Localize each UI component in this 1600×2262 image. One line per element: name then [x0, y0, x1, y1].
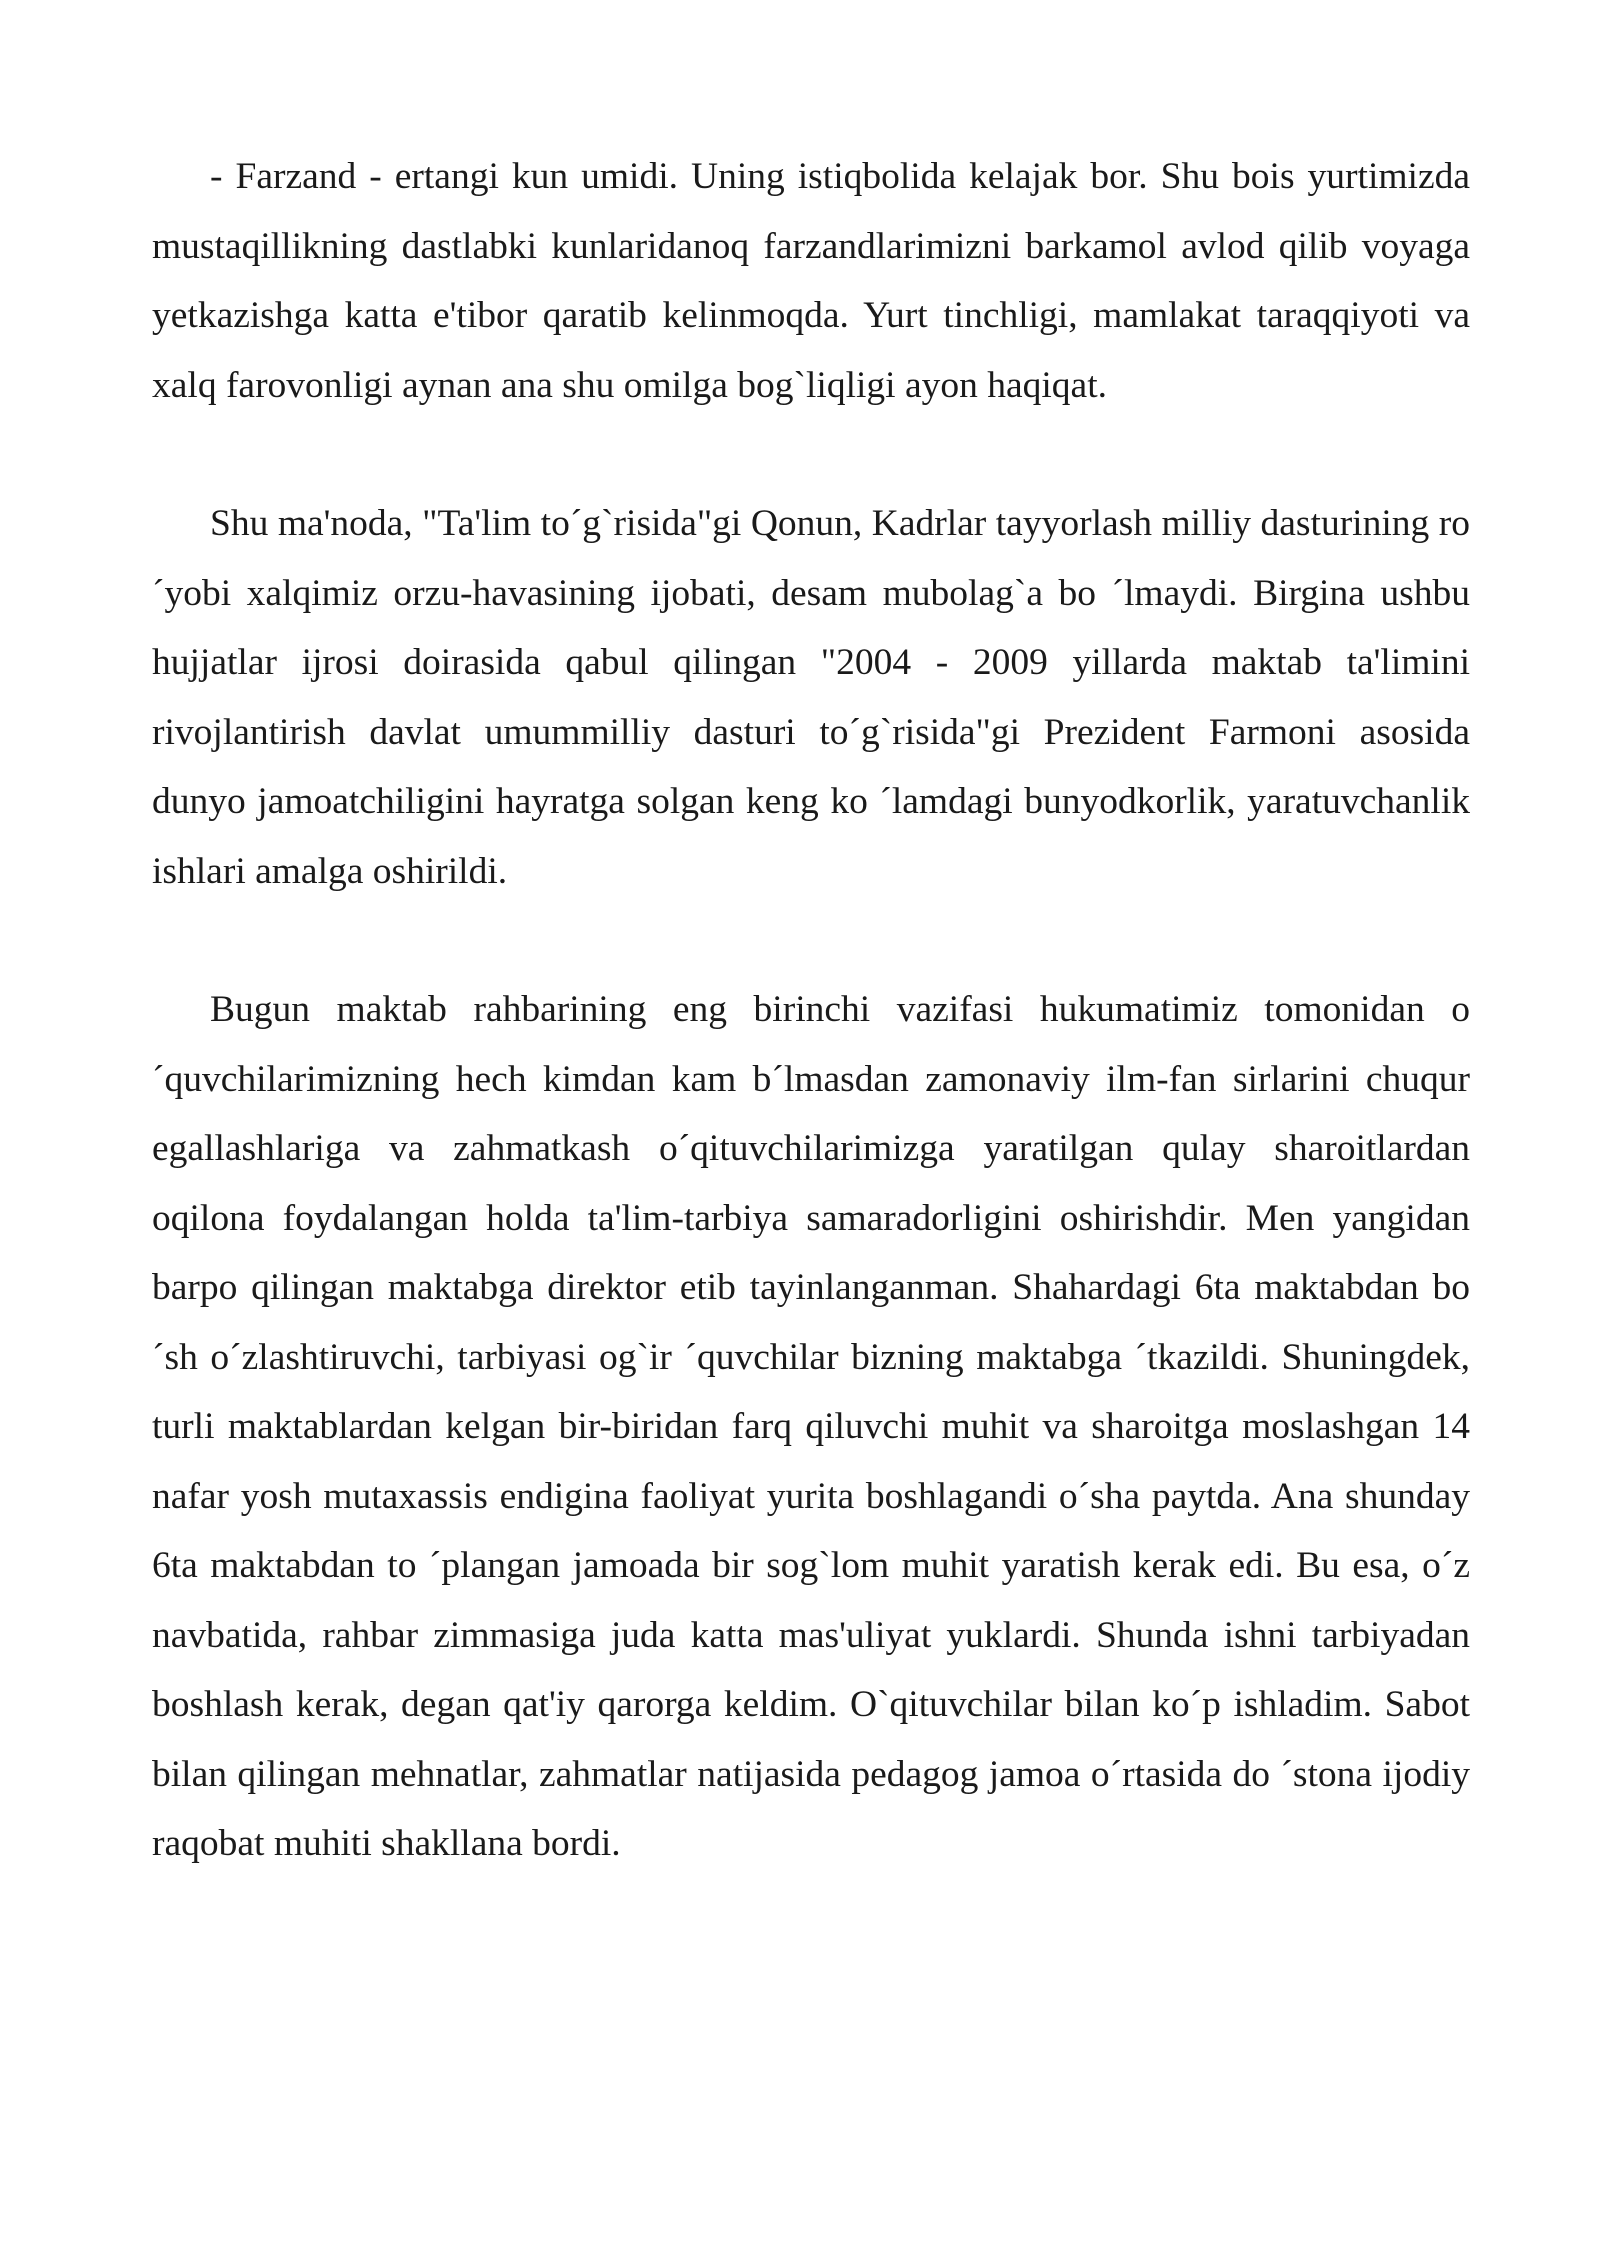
paragraph-3: Bugun maktab rahbarining eng birinchi vazifasi hukumatimiz tomonidan o ´quvchilarimizning hech kimdan kam b´lmasdan zamonaviy ilm-fan sirlarini chuqur egallashlariga va zahmatkash o´qituvchilarimizga yaratilgan qulay sharoitlardan oqilona foydalangan holda ta'lim-tarbiya samaradorligini oshirishdir. Men yangidan barpo qilingan maktabga direktor etib tayinlanganman. Shahardagi 6ta maktabdan bo´sh o´zlashtiruvchi, tarbiyasi og`ir ´quvchilar bizning maktabga ´tkazildi. Shuningdek, turli maktablardan kelgan bir-biridan farq qiluvchi muhit va sharoitga moslashgan 14 nafar yosh mutaxassis endigina faoliyat yurita boshlagandi o´sha paytda. Ana shunday 6ta maktabdan to ´plangan jamoada bir sog`lom muhit yaratish kerak edi. Bu esa, o´z navbatida, rahbar zimmasiga juda katta mas'uliyat yuklardi. Shunda ishni tarbiyadan boshlash kerak, degan qat'iy qarorga keldim. O`qituvchilar bilan ko´p ishladim. Sabot bilan qilingan mehnatlar, zahmatlar natijasida pedagog jamoa o´rtasida do ´stona ijodiy raqobat muhiti shakllana bordi. — [152, 989, 1470, 1864]
paragraph-2: Shu ma'noda, "Ta'lim to´g`risida"gi Qonun, Kadrlar tayyorlash milliy dasturining ro´yobi xalqimiz orzu-havasining ijobati, desam mubolag`a bo ´lmaydi. Birgina ushbu hujjatlar ijrosi doirasida qabul qilingan "2004 - 2009 yillarda maktab ta'limini rivojlantirish davlat umummilliy dasturi to´g`risida"gi Prezident Farmoni asosida dunyo jamoatchiligini hayratga solgan keng ko ´lamdagi bunyodkorlik, yaratuvchanlik ishlari amalga oshirildi. — [152, 503, 1470, 892]
paragraph-1: - Farzand - ertangi kun umidi. Uning istiqbolida kelajak bor. Shu bois yurtimizda mustaqillikning dastlabki kunlaridanoq farzandlarimizni barkamol avlod qilib voyaga yetkazishga katta e'tibor qaratib kelinmoqda. Yurt tinchligi, mamlakat taraqqiyoti va xalq farovonligi aynan ana shu omilga bog`liqligi ayon haqiqat. — [152, 156, 1470, 406]
document-body — [152, 142, 1470, 1879]
